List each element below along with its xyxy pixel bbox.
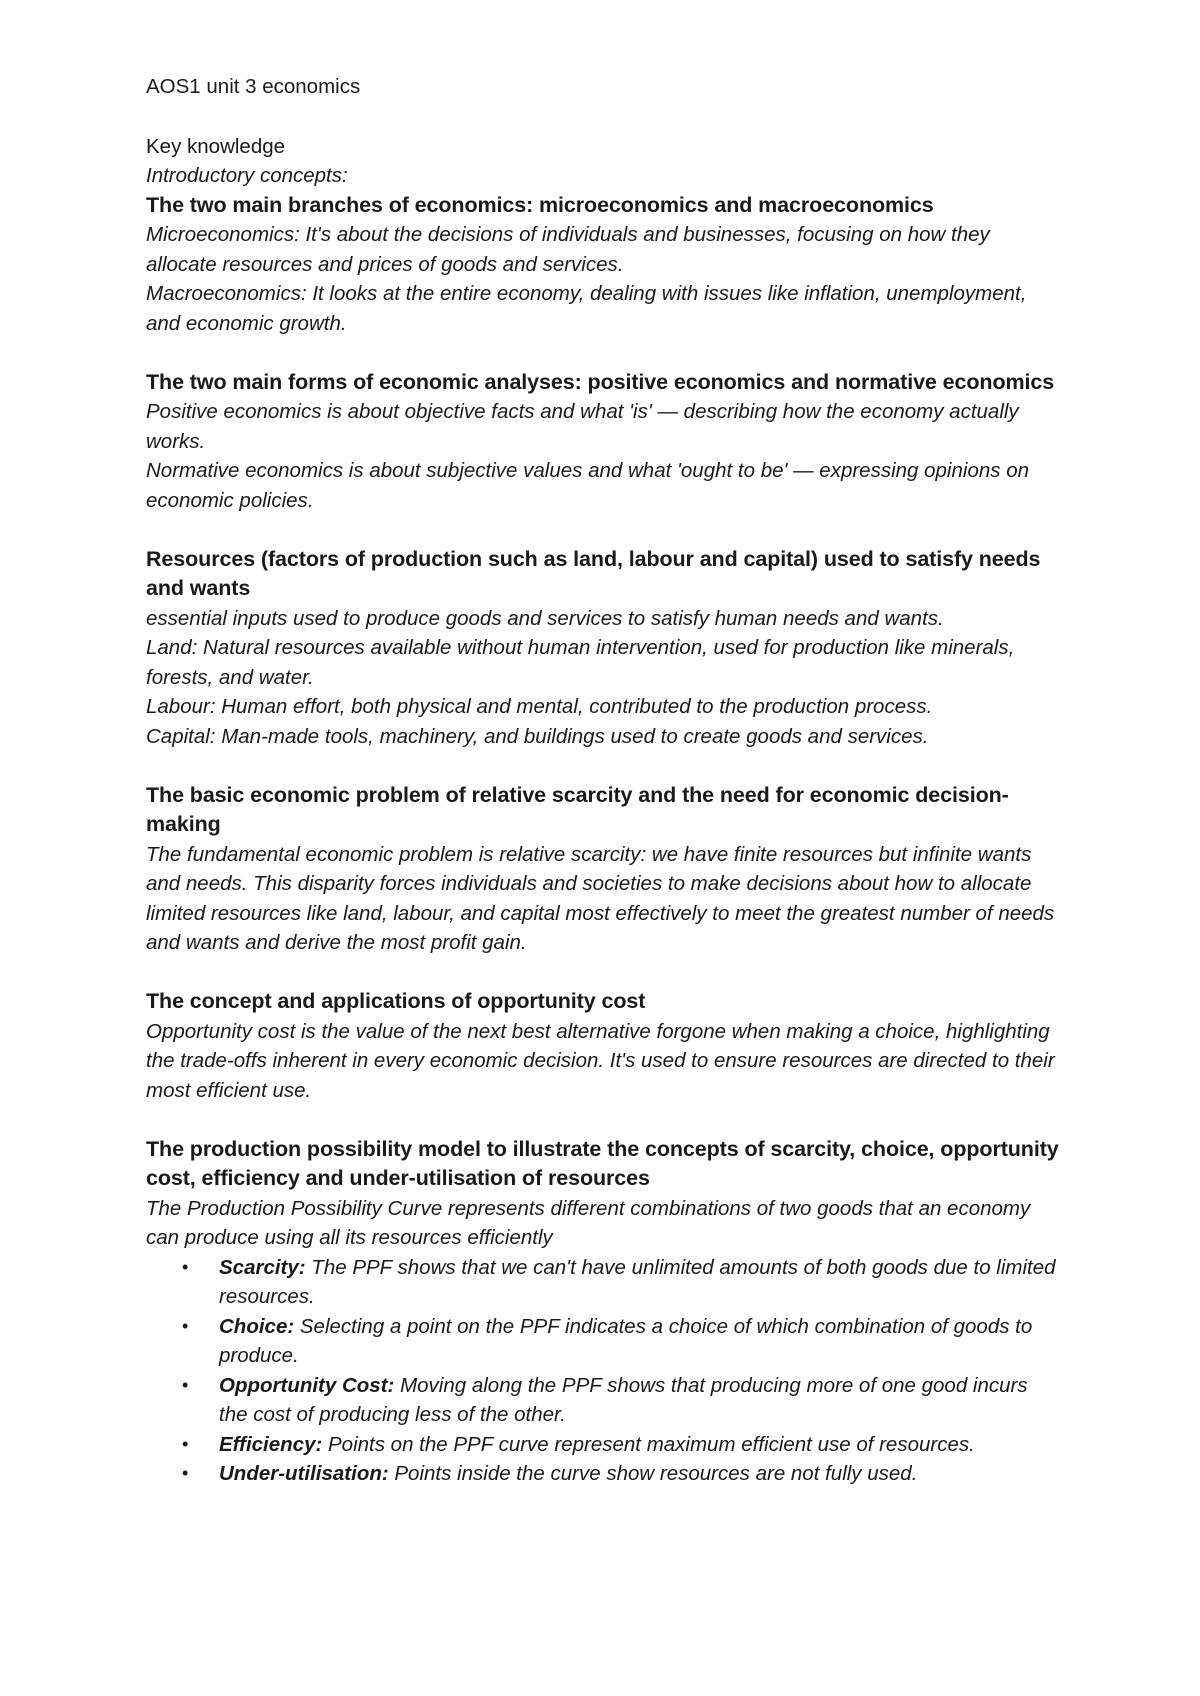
bullet-icon: • (182, 1374, 189, 1395)
section-paragraph: Macroeconomics: It looks at the entire economy, dealing with issues like inflation, unemployment, and economic growth. (146, 282, 1027, 335)
section-paragraph: Labour: Human effort, both physical and mental, contributed to the production process. (146, 695, 933, 718)
section-paragraph: The fundamental economic problem is relative scarcity: we have finite resources but infinite wants and needs. This disparity forces individuals and societies to make decisions about how to allocate limited resources like land, labour, and capital most effectively to meet the greatest number of needs and wants and derive the most profit gain. (146, 842, 1055, 954)
bullet-text: Points on the PPF curve represent maximum efficient use of resources. (322, 1432, 975, 1456)
section-paragraph: Land: Natural resources available without human intervention, used for production like minerals, forests, and water. (146, 636, 1015, 689)
section-heading: The two main forms of economic analyses: positive economics and normative economics (146, 369, 1055, 394)
introductory-concepts-label: Introductory concepts: (146, 164, 348, 187)
section-resources (146, 545, 1060, 752)
bullet-icon: • (182, 1463, 189, 1483)
bullet-term: Choice: (219, 1314, 295, 1338)
section-production-possibility (146, 1135, 1060, 1489)
section-paragraph: Opportunity cost is the value of the next best alternative forgone when making a choice, highlighting the trade-offs inherent in every economic decision. It's used to ensure resources are directed to their most efficient use. (146, 1019, 1055, 1102)
bullet-icon: • (182, 1315, 189, 1336)
bullet-text: Selecting a point on the PPF indicates a choice of which combination of goods to produce. (219, 1314, 1033, 1367)
section-paragraph: Positive economics is about objective facts and what 'is' — describing how the economy actually works. (146, 400, 1019, 453)
list-item (182, 1371, 1060, 1430)
bullet-text: Points inside the curve show resources are not fully used. (388, 1462, 918, 1485)
bullet-term: Efficiency: (219, 1432, 323, 1456)
section-branches (146, 191, 1060, 339)
bullet-icon: • (182, 1256, 189, 1277)
bullet-term: Under-utilisation: (219, 1462, 389, 1485)
document-title: AOS1 unit 3 economics (146, 75, 361, 98)
section-analyses (146, 368, 1060, 516)
section-heading: The production possibility model to illustrate the concepts of scarcity, choice, opportunity cost, efficiency and under-utilisation of resources (146, 1136, 1059, 1190)
section-paragraph: Microeconomics: It's about the decisions of individuals and businesses, focusing on how they allocate resources and prices of goods and services. (146, 223, 990, 276)
section-heading: The basic economic problem of relative scarcity and the need for economic decision-making (146, 782, 1009, 836)
section-paragraph: The Production Possibility Curve represents different combinations of two goods that an economy can produce using all its resources efficiently (146, 1196, 1031, 1249)
section-heading: Resources (factors of production such as land, labour and capital) used to satisfy needs and wants (146, 546, 1041, 600)
list-item (182, 1459, 1060, 1489)
section-heading: The two main branches of economics: microeconomics and macroeconomics (146, 192, 934, 217)
section-scarcity (146, 781, 1060, 958)
bullet-text: Moving along the PPF shows that producing more of one good incurs the cost of producing less of the other. (219, 1373, 1028, 1426)
section-opportunity-cost (146, 987, 1060, 1105)
bullet-icon: • (182, 1433, 189, 1454)
key-knowledge-label: Key knowledge (146, 134, 286, 158)
section-paragraph: essential inputs used to produce goods and services to satisfy human needs and wants. (146, 606, 944, 630)
list-item (182, 1253, 1060, 1312)
bullet-term: Scarcity: (219, 1255, 306, 1279)
bullet-term: Opportunity Cost: (219, 1373, 395, 1397)
list-item (182, 1430, 1060, 1460)
section-paragraph: Normative economics is about subjective values and what 'ought to be' — expressing opinions on economic policies. (146, 459, 1029, 512)
section-heading: The concept and applications of opportunity cost (146, 989, 646, 1013)
section-paragraph: Capital: Man-made tools, machinery, and buildings used to create goods and services. (146, 724, 929, 748)
bullet-text: The PPF shows that we can't have unlimited amounts of both goods due to limited resources. (219, 1255, 1056, 1308)
ppf-bullet-list (146, 1253, 1060, 1489)
list-item (182, 1312, 1060, 1371)
